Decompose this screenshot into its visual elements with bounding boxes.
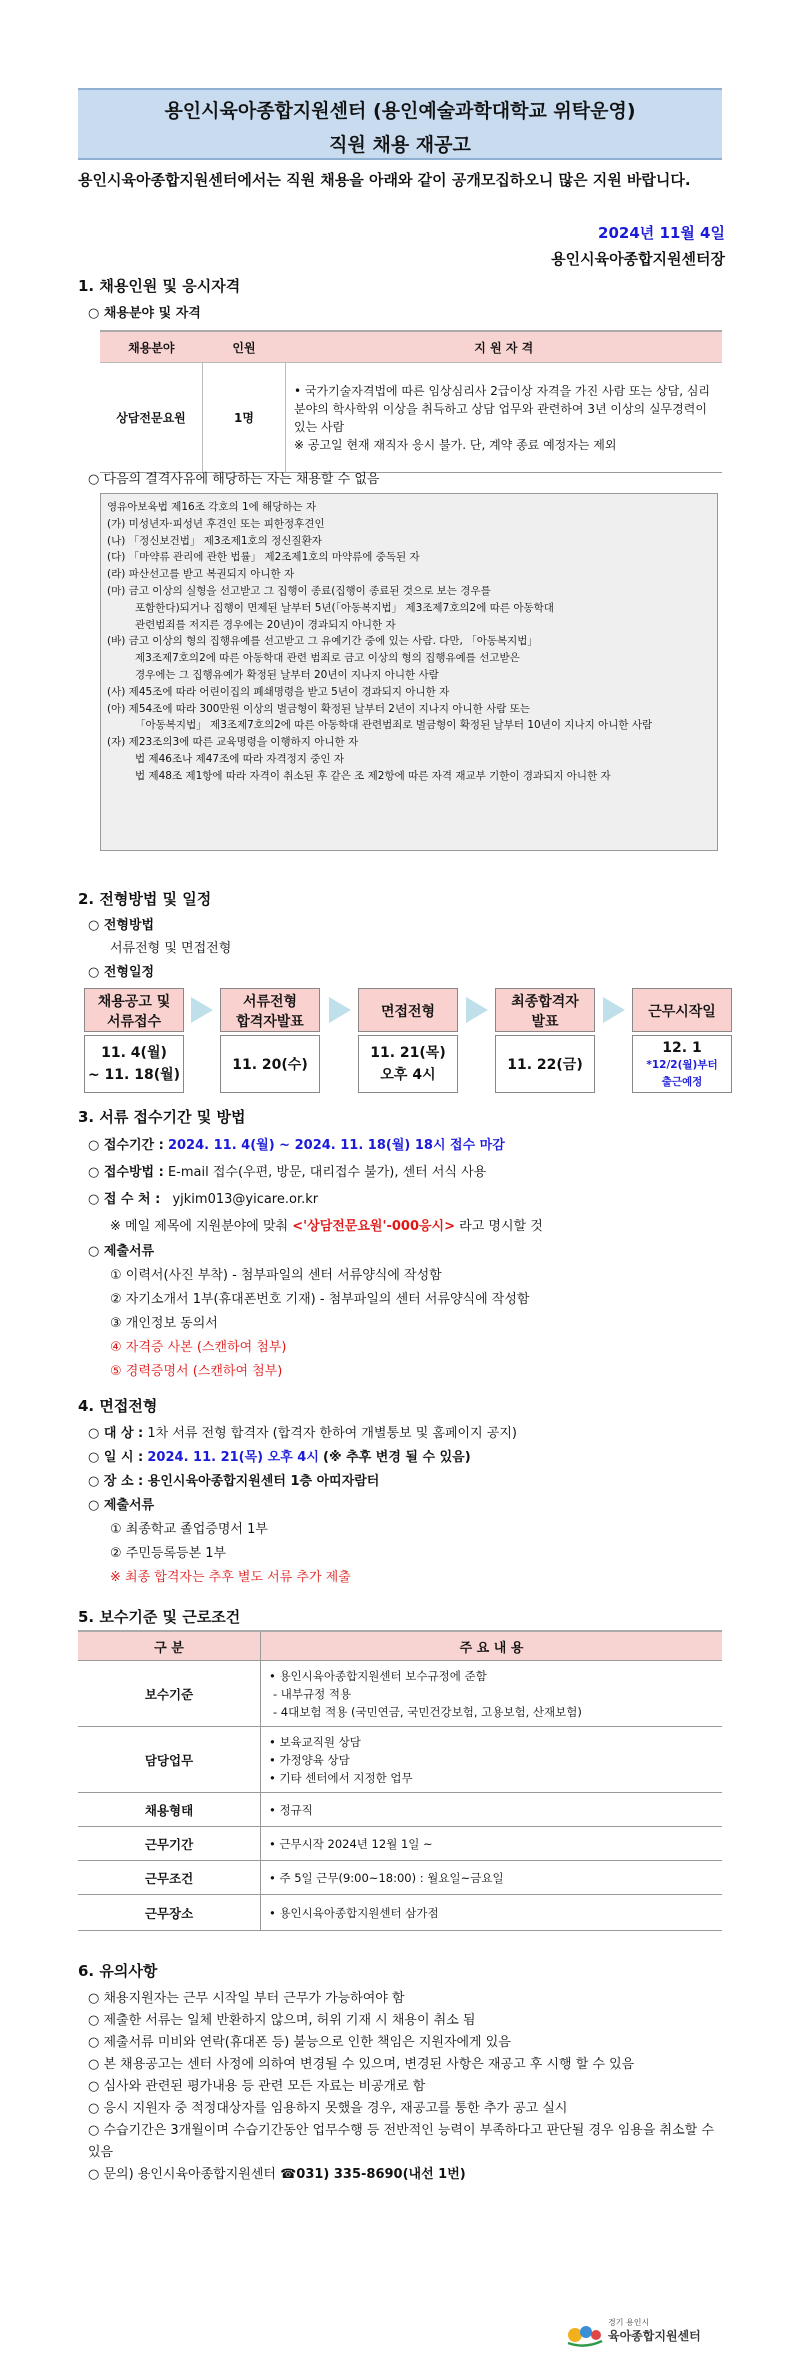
schedule-step-4-date — [495, 1035, 595, 1093]
place-value: 용인시육아종합지원센터 1층 아띠자람터 — [147, 1474, 380, 1489]
interview-doc-item: ② 주민등록등본 1부 — [110, 1546, 227, 1561]
step-title-line: 서류접수 — [106, 1014, 162, 1030]
arrow-icon — [191, 997, 213, 1023]
row-content — [261, 1661, 723, 1727]
schedule-step-5-date — [632, 1035, 732, 1093]
disq-line: 「아동복지법」 제3조제7호의2에 따른 아동학대 관련범죄로 벌금형이 확정된 날부터 10년이 지나지 아니한 사람 — [135, 719, 653, 732]
section-2-heading: 2. 전형방법 및 일정 — [78, 890, 212, 908]
step-date-line: ~ 11. 18(월) — [87, 1067, 181, 1083]
mail-subject-note — [110, 1215, 543, 1234]
method-text: 서류전형 및 면접전형 — [110, 941, 232, 956]
section-6-heading: 6. 유의사항 — [78, 1962, 158, 1980]
row-label: 담당업무 — [78, 1727, 261, 1793]
arrow-icon — [603, 997, 625, 1023]
submit-method-value: E-mail 접수(우편, 방문, 대리접수 불가), 센터 서식 사용 — [167, 1165, 487, 1180]
target-label: ○ 대 상 : — [88, 1426, 144, 1441]
period-row — [88, 1134, 505, 1153]
interview-place-row — [88, 1470, 379, 1489]
email-row — [88, 1188, 318, 1207]
submit-method-label: ○ 접수방법 : — [88, 1165, 164, 1180]
content-line: • 정규직 — [269, 1802, 313, 1817]
col-header-content: 주 요 내 용 — [261, 1631, 723, 1661]
step-note-line: 출근예정 — [661, 1076, 703, 1088]
step-title-line: 서류전형 — [242, 994, 298, 1010]
recruit-table — [100, 330, 722, 473]
content-line: • 용인시육아종합지원센터 보수규정에 준함 — [269, 1668, 487, 1683]
row-label: 근무기간 — [78, 1827, 261, 1861]
schedule-step-2-date — [220, 1035, 320, 1093]
qualification-1: • 국가기술자격법에 따른 임상심리사 2급이상 자격을 가진 사람 또는 상담, 심리분야의 학사학위 이상을 취득하고 상담 업무와 관련하여 3년 이상의 실무경력이 있는 사람 — [294, 383, 711, 434]
intro-text: 용인시육아종합지원센터에서는 직원 채용을 아래와 같이 공개모집하오니 많은 지원 바랍니다. — [78, 171, 691, 189]
recruit-field: 상담전문요원 — [100, 363, 203, 473]
step-date-line: 11. 22(금) — [507, 1057, 583, 1073]
notice-date: 2024년 11월 4일 — [598, 224, 725, 242]
note-text: 라고 명시할 것 — [459, 1219, 543, 1234]
work-conditions-table — [78, 1630, 722, 1931]
section-3-heading: 3. 서류 접수기간 및 방법 — [78, 1108, 246, 1126]
qualification-note: ※ 공고일 현재 재직자 응시 불가. 단, 계약 종료 예정자는 제외 — [294, 437, 617, 452]
logo-subtext: 경기 용인시 — [608, 2318, 650, 2327]
recruit-qualifications — [286, 363, 723, 473]
row-content — [261, 1895, 723, 1931]
row-label: 근무조건 — [78, 1861, 261, 1895]
method-label: ○ 전형방법 — [88, 918, 155, 933]
disq-line: (마) 금고 이상의 실형을 선고받고 그 집행이 종료(집행이 종료된 것으로 보는 경우를 — [107, 584, 491, 597]
disq-line: 제3조제7호의2에 따른 아동학대 관련 범죄로 금고 이상의 형의 집행유예를 선고받은 — [135, 652, 520, 665]
disq-line: 포함한다)되거나 집행이 면제된 날부터 5년(「아동복지법」 제3조제7호의2에 따른 아동학대 — [135, 601, 554, 614]
interview-docs-label: ○ 제출서류 — [88, 1498, 155, 1513]
disq-line: (바) 금고 이상의 형의 집행유예를 선고받고 그 유예기간 중에 있는 사람. 다만, 「아동복지법」 — [107, 635, 538, 648]
disqualification-box — [100, 493, 718, 851]
disq-line: (라) 파산선고를 받고 복권되지 아니한 자 — [107, 568, 295, 581]
step-title-line: 근무시작일 — [648, 1004, 716, 1020]
interview-date-note: (※ 추후 변경 될 수 있음) — [323, 1450, 471, 1465]
disq-line: (가) 미성년자·피성년 후견인 또는 피한정후견인 — [107, 517, 325, 530]
interview-target-row — [88, 1422, 517, 1441]
method-row — [88, 1161, 486, 1180]
content-line: • 용인시육아종합지원센터 삼가점 — [269, 1905, 439, 1920]
section-5-heading: 5. 보수기준 및 근로조건 — [78, 1608, 241, 1626]
note-item: ○ 본 채용공고는 센터 사정에 의하여 변경될 수 있으며, 변경된 사항은 재공고 후 시행 할 수 있음 — [88, 2057, 635, 2072]
place-label: ○ 장 소 : — [88, 1474, 144, 1489]
content-line: • 근무시작 2024년 12월 1일 ~ — [269, 1836, 433, 1851]
content-line: • 가정양육 상담 — [269, 1752, 350, 1767]
disq-line: (나) 「정신보건법」 제3조제1호의 정신질환자 — [107, 534, 322, 547]
docs-label: ○ 제출서류 — [88, 1244, 155, 1259]
logo-icon — [566, 2321, 604, 2347]
step-title-line: 합격자발표 — [236, 1014, 304, 1030]
doc-item: ② 자기소개서 1부(휴대폰번호 기재) - 첨부파일의 센터 서류양식에 작성함 — [110, 1292, 530, 1307]
contact-phone: ☎031) 335-8690(내선 1번) — [280, 2167, 466, 2182]
content-line: - 내부규정 적용 — [273, 1686, 352, 1701]
row-content — [261, 1793, 723, 1827]
step-date-line: 11. 21(목) — [370, 1045, 446, 1061]
schedule-step-3-title — [358, 988, 458, 1032]
schedule-step-2-title — [220, 988, 320, 1032]
note-item: ○ 수습기간은 3개월이며 수습기간동안 업무수행 등 전반적인 능력이 부족하다고 판단될 경우 임용을 취소할 수 있음 — [88, 2123, 714, 2160]
doc-item: ③ 개인정보 동의서 — [110, 1316, 218, 1331]
col-header-field: 채용분야 — [100, 331, 203, 363]
disq-line: 관련범죄를 저지른 경우에는 20년)이 경과되지 아니한 자 — [135, 618, 396, 631]
row-content — [261, 1727, 723, 1793]
row-content — [261, 1827, 723, 1861]
interview-doc-item: ① 최종학교 졸업증명서 1부 — [110, 1522, 268, 1537]
schedule-step-3-date — [358, 1035, 458, 1093]
interview-date-row — [88, 1446, 471, 1465]
step-title-line: 최종합격자 — [511, 994, 579, 1010]
doc-item-required: ⑤ 경력증명서 (스캔하여 첨부) — [110, 1364, 283, 1379]
content-line: • 기타 센터에서 지정한 업무 — [269, 1770, 413, 1785]
col-header-qual: 지 원 자 격 — [286, 331, 723, 363]
doc-item: ① 이력서(사진 부착) - 첨부파일의 센터 서류양식에 작성함 — [110, 1268, 442, 1283]
email-link[interactable]: yjkim013@yicare.or.kr — [172, 1192, 319, 1207]
content-line: - 4대보험 적용 (국민연금, 국민건강보험, 고용보험, 산재보험) — [273, 1704, 582, 1719]
row-label: 채용형태 — [78, 1793, 261, 1827]
contact-row — [88, 2164, 728, 2186]
interview-date-label: ○ 일 시 : — [88, 1450, 144, 1465]
disq-line: (사) 제45조에 따라 어린이집의 폐쇄명령을 받고 5년이 경과되지 아니한 자 — [107, 685, 450, 698]
section-1-heading: 1. 채용인원 및 응시자격 — [78, 277, 241, 295]
contact-label: ○ 문의) 용인시육아종합지원센터 — [88, 2167, 276, 2182]
step-date-line: 11. 20(수) — [232, 1057, 308, 1073]
note-item: ○ 채용지원자는 근무 시작일 부터 근무가 가능하여야 함 — [88, 1991, 405, 2006]
disq-line: (다) 「마약류 관리에 관한 법률」 제2조제1호의 마약류에 중독된 자 — [107, 551, 420, 564]
schedule-step-1-title — [84, 988, 184, 1032]
disq-line: 법 제48조 제1항에 따라 자격이 취소된 후 같은 조 제2항에 따른 자격 재교부 기한이 경과되지 아니한 자 — [135, 769, 611, 782]
period-label: ○ 접수기간 : — [88, 1138, 164, 1153]
arrow-icon — [329, 997, 351, 1023]
step-date-line: 11. 4(월) — [101, 1045, 167, 1061]
col-header-count: 인원 — [203, 331, 286, 363]
email-label: ○ 접 수 처 : — [88, 1192, 161, 1207]
content-line: • 보육교직원 상담 — [269, 1734, 361, 1749]
note-item: ○ 심사와 관련된 평가내용 등 관련 모든 자료는 비공개로 함 — [88, 2079, 426, 2094]
arrow-icon — [466, 997, 488, 1023]
disq-line: (자) 제23조의3에 따른 교육명령을 이행하지 아니한 자 — [107, 736, 359, 749]
interview-date-value: 2024. 11. 21(목) 오후 4시 — [147, 1450, 319, 1465]
notes-list — [88, 1988, 728, 2186]
step-title-line: 면접전형 — [380, 1004, 436, 1020]
final-docs-note: ※ 최종 합격자는 추후 별도 서류 추가 제출 — [110, 1570, 351, 1585]
note-highlight: <'상담전문요원'-000응시> — [292, 1219, 456, 1234]
step-note-line: *12/2(월)부터 — [646, 1059, 718, 1071]
section-4-heading: 4. 면접전형 — [78, 1397, 158, 1415]
issuer: 용인시육아종합지원센터장 — [551, 250, 725, 268]
content-line: • 주 5일 근무(9:00~18:00) : 월요일~금요일 — [269, 1870, 504, 1885]
schedule-step-4-title — [495, 988, 595, 1032]
note-item: ○ 제출한 서류는 일체 반환하지 않으며, 허위 기재 시 채용이 취소 됨 — [88, 2013, 476, 2028]
disq-line: 경우에는 그 집행유예가 확정된 날부터 20년이 지나지 아니한 사람 — [135, 668, 439, 681]
page-subtitle: 직원 채용 재공고 — [329, 134, 471, 156]
disq-line: 영유아보육법 제16조 각호의 1에 해당하는 자 — [107, 501, 317, 513]
step-date-line: 12. 1 — [662, 1040, 702, 1056]
note-item: ○ 응시 지원자 중 적정대상자를 임용하지 못했을 경우, 재공고를 통한 추가 공고 실시 — [88, 2101, 568, 2116]
step-title-line: 발표 — [531, 1014, 559, 1030]
row-content — [261, 1861, 723, 1895]
schedule-step-5-title — [632, 988, 732, 1032]
disq-line: (아) 제54조에 따라 300만원 이상의 벌금형이 확정된 날부터 2년이 지나지 아니한 사람 또는 — [107, 702, 531, 715]
disqualification-heading: ○ 다음의 결격사유에 해당하는 자는 채용할 수 없음 — [88, 472, 380, 487]
note-item: ○ 제출서류 미비와 연락(휴대폰 등) 불능으로 인한 책임은 지원자에게 있음 — [88, 2035, 511, 2050]
logo-text: 육아종합지원센터 — [608, 2329, 701, 2343]
col-header-category: 구 분 — [78, 1631, 261, 1661]
period-value: 2024. 11. 4(월) ~ 2024. 11. 18(월) 18시 접수 마감 — [167, 1138, 505, 1153]
recruit-count: 1명 — [203, 363, 286, 473]
schedule-step-1-date — [84, 1035, 184, 1093]
step-date-line: 오후 4시 — [380, 1067, 436, 1083]
doc-item-required: ④ 자격증 사본 (스캔하여 첨부) — [110, 1340, 287, 1355]
target-value: 1차 서류 전형 합격자 (합격자 한하여 개별통보 및 홈페이지 공지) — [147, 1426, 517, 1441]
note-text: ※ 메일 제목에 지원분야에 맞춰 — [110, 1219, 289, 1234]
title-banner — [78, 88, 722, 160]
recruit-sub-heading: ○ 채용분야 및 자격 — [88, 306, 201, 321]
disq-line: 법 제46조나 제47조에 따라 자격정지 중인 자 — [135, 752, 345, 765]
schedule-label: ○ 전형일정 — [88, 965, 155, 980]
row-label: 보수기준 — [78, 1661, 261, 1727]
row-label: 근무장소 — [78, 1895, 261, 1931]
step-title-line: 채용공고 및 — [97, 994, 171, 1010]
page-title: 용인시육아종합지원센터 (용인예술과학대학교 위탁운영) — [164, 100, 636, 122]
